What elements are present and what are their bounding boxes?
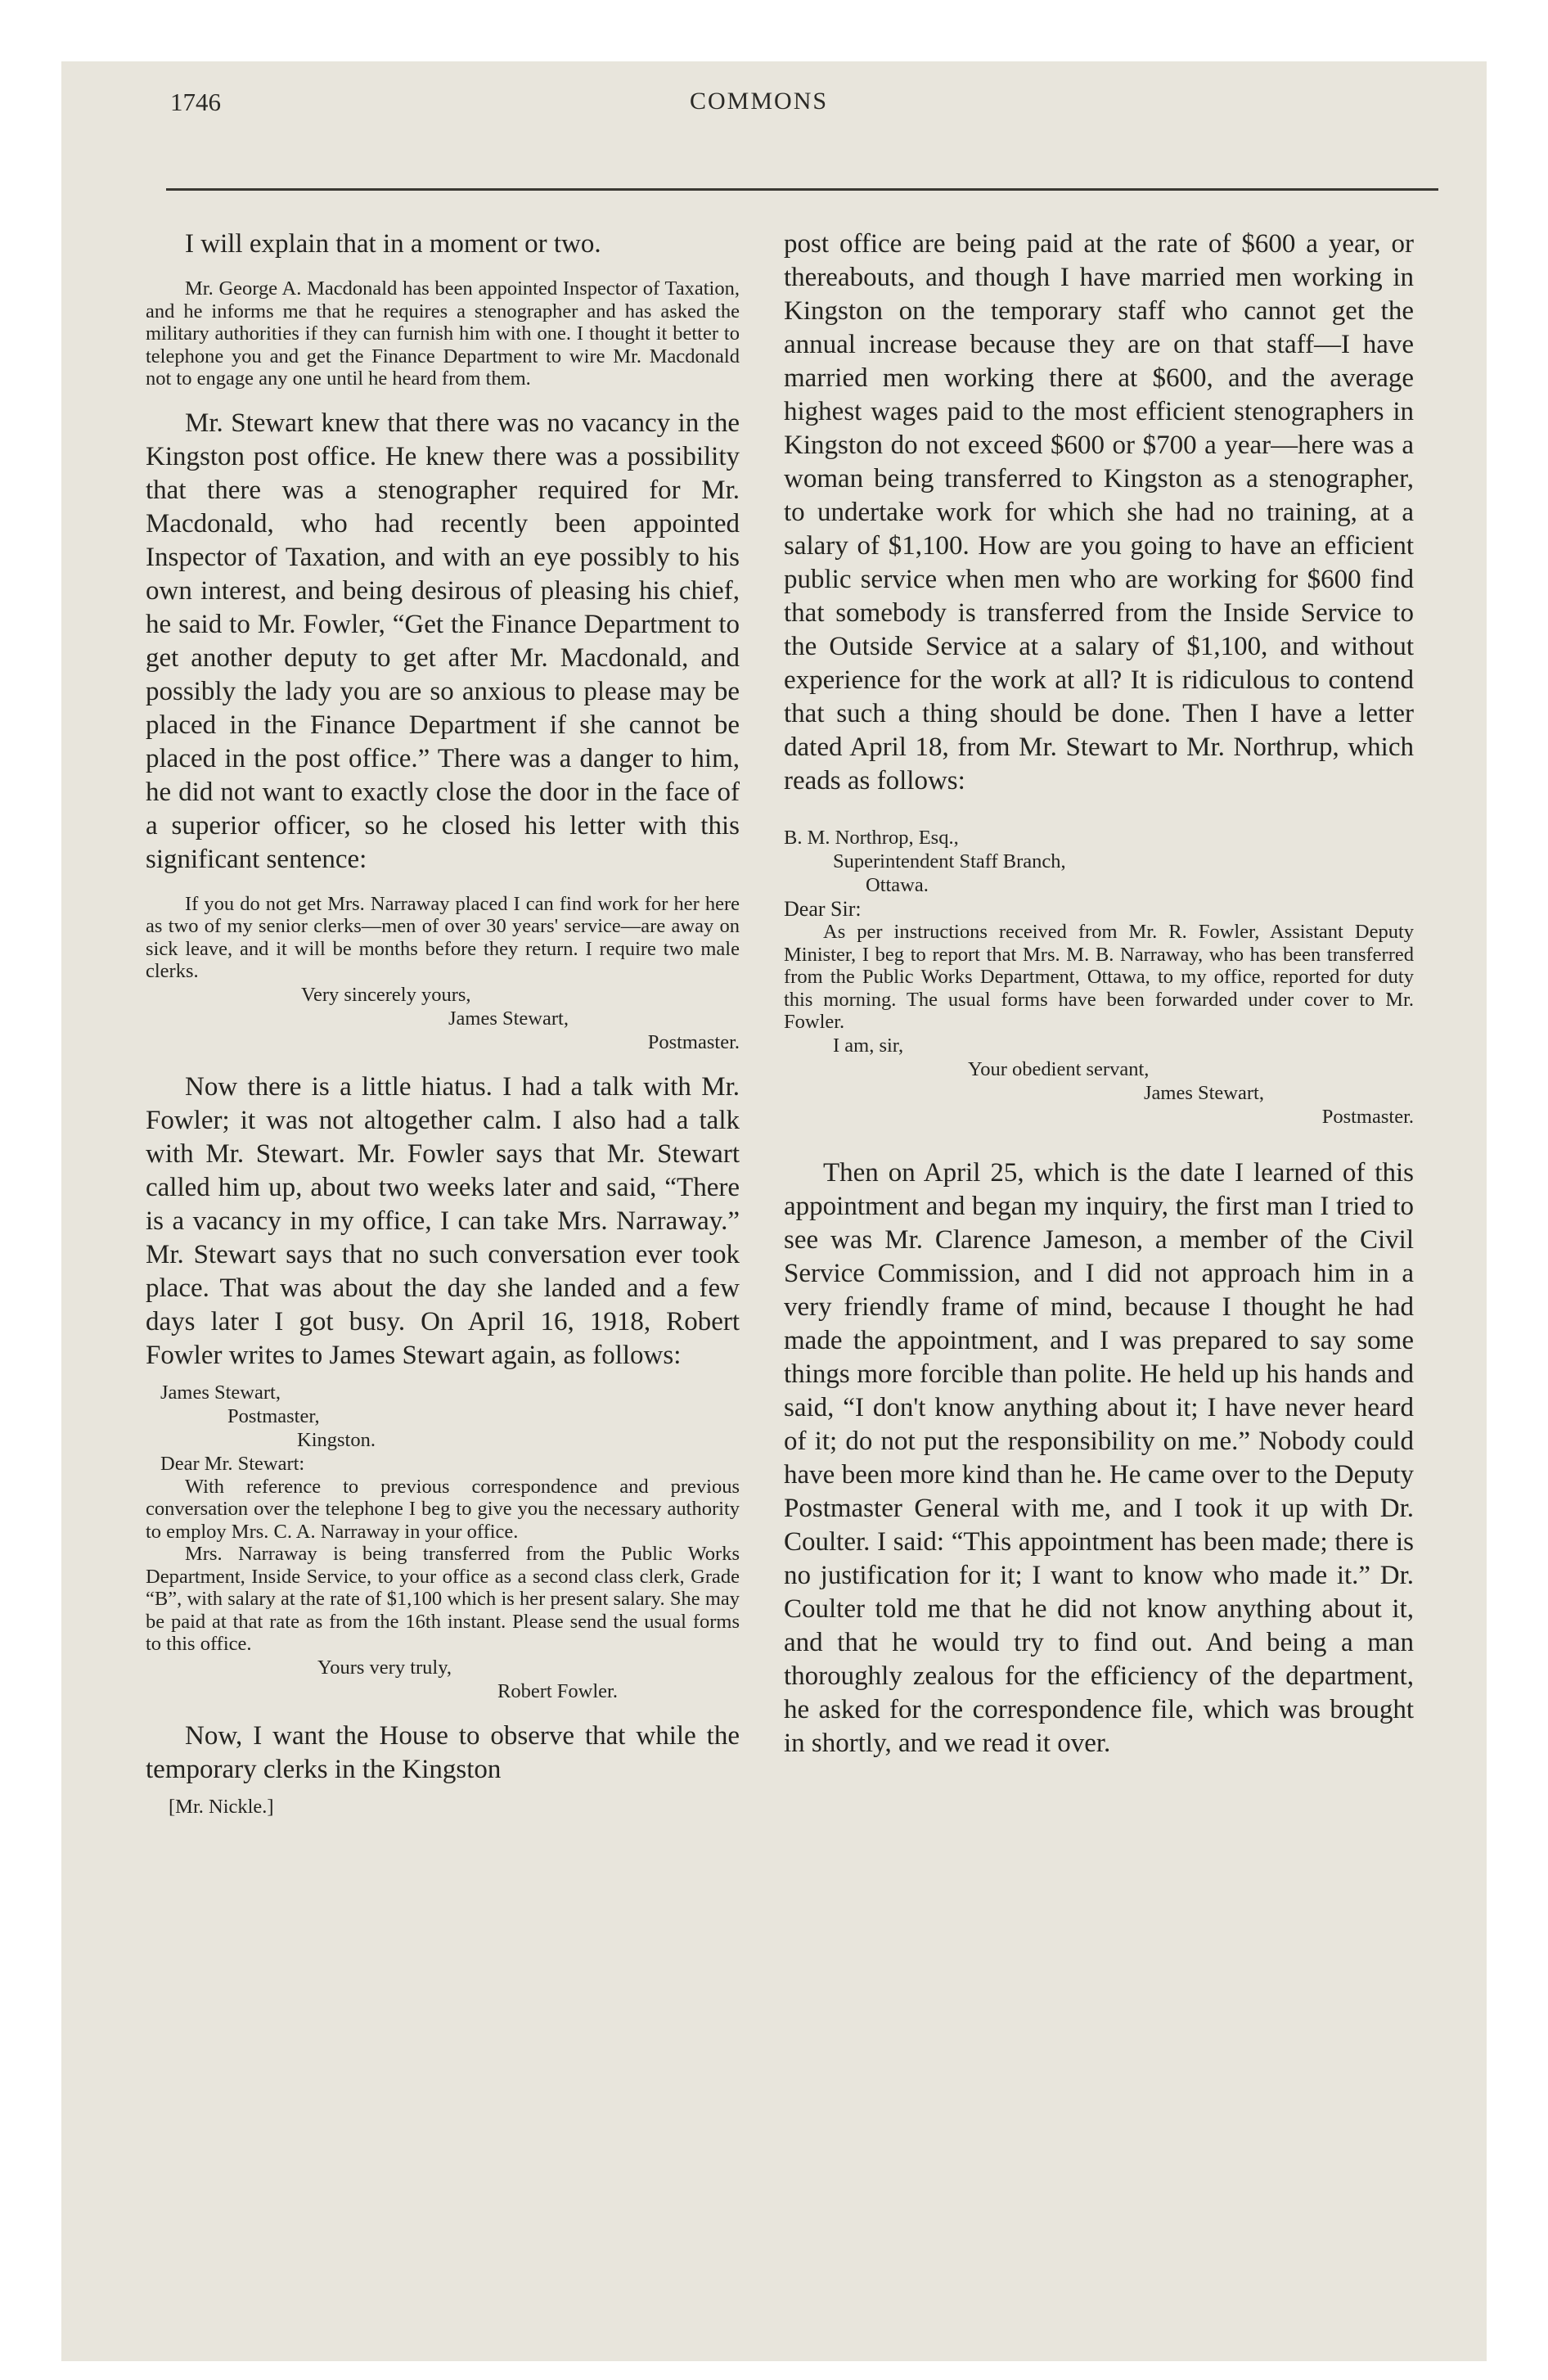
left-column (146, 228, 740, 1819)
letter-signature-title: Postmaster. (1321, 1105, 1414, 1128)
quoted-letter-paragraph: Mr. George A. Macdonald has been appointed Inspector of Taxation, and he informs me that he requires a stenographer and has asked the military authorities if they can furnish him with one. I thought it better to telephone you and get the Finance Department to wire Mr. Macdonald not to engage any one until he heard from them. (146, 277, 740, 390)
letter-closing: Very sincerely yours, (301, 983, 471, 1006)
letter-signature-title: Postmaster. (647, 1030, 740, 1053)
quoted-letter-paragraph: Mrs. Narraway is being transferred from the Public Works Department, Inside Service, to your office as a second class clerk, Grade “B”, with salary at the rate of $1,100 which is her present salary. She may be paid at that rate as from the 16th instant. Please send the usual forms to this office. (146, 1543, 740, 1655)
letter-closing: I am, sir, (833, 1034, 904, 1057)
letter-address: B. M. Northrop, Esq., (784, 827, 959, 849)
right-column (784, 228, 1414, 1760)
quoted-letter-paragraph: If you do not get Mrs. Narraway placed I can find work for her here as two of my senior clerks—men of over 30 years' service—are away on sick leave, and it will be months before they return. I require two male clerks. (146, 892, 740, 982)
paragraph: Mr. Stewart knew that there was no vacancy in the Kingston post office. He knew there was a possibility that there was a stenographer required for Mr. Macdonald, who had recently been appointed Inspector of Taxation, and with an eye possibly to his own interest, and being desirous of pleasing his chief, he said to Mr. Fowler, “Get the Finance Department to get another deputy to get after Mr. Macdonald, and possibly the lady you are so anxious to please may be placed in the Finance Department if she cannot be placed in the post office.” There was a danger to him, he did not want to exactly close the door in the face of a superior officer, so he closed his letter with this significant sentence: (146, 408, 740, 874)
letter-salutation: Dear Sir: (784, 897, 862, 921)
letter-signature: Robert Fowler. (497, 1679, 618, 1702)
letter-address: James Stewart, (160, 1381, 281, 1404)
paragraph: Now, I want the House to observe that while the temporary clerks in the Kingston (146, 1720, 740, 1784)
letter-signature: James Stewart, (448, 1007, 569, 1030)
letter-address: Ottawa. (866, 874, 929, 896)
header-rule (166, 188, 1438, 191)
letter-closing: Yours very truly, (317, 1656, 452, 1679)
letter-salutation: Dear Mr. Stewart: (160, 1452, 305, 1475)
paragraph: I will explain that in a moment or two. (185, 229, 601, 259)
quoted-letter-paragraph: As per instructions received from Mr. R. Fowler, Assistant Deputy Minister, I beg to report that Mrs. M. B. Narraway, who has been transferred from the Public Works Department, Ottawa, to my office, reported for duty this morning. The usual forms have been forwarded under cover to Mr. Fowler. (784, 921, 1414, 1033)
running-head: COMMONS (690, 88, 829, 115)
paragraph: Now there is a little hiatus. I had a talk with Mr. Fowler; it was not altogether calm. I also had a talk with Mr. Stewart. Mr. Fowler says that Mr. Stewart called him up, about two weeks later and said, “There is a vacancy in my office, I can take Mrs. Narraway.” Mr. Stewart says that no such conversation ever took place. That was about the day she landed and a few days later I got busy. On April 16, 1918, Robert Fowler writes to James Stewart again, as follows: (146, 1071, 740, 1370)
letter-address: Kingston. (297, 1428, 376, 1451)
page-number: 1746 (170, 88, 221, 116)
letter-signature: James Stewart, (1144, 1081, 1264, 1104)
letter-address: Superintendent Staff Branch, (833, 850, 1066, 872)
paragraph: Then on April 25, which is the date I learned of this appointment and began my inquiry, the first man I tried to see was Mr. Clarence Jameson, a member of the Civil Service Commission, and I did not approach him in a very friendly frame of mind, because I thought he had made the appointment, and I was prepared to say some things more forcible than polite. He held up his hands and said, “I don't know anything about it; I have never heard of it; do not put the responsibility on me.” Nobody could have been more kind than he. He came over to the Deputy Postmaster General with me, and I took it up with Dr. Coulter. I said: “This appointment has been made; there is no justification for it; I want to know who made it.” Dr. Coulter told me that he did not know anything about it, and that he would try to find out. And being a man thoroughly zealous for the efficiency of the department, he asked for the correspondence file, which was brought in shortly, and we read it over. (784, 1157, 1414, 1758)
letter-closing: Your obedient servant, (968, 1057, 1150, 1080)
quoted-letter-paragraph: With reference to previous correspondence and previous conversation over the telephone I beg to give you the necessary authority to employ Mrs. C. A. Narraway in your office. (146, 1475, 740, 1543)
letter-address: Postmaster, (227, 1404, 320, 1427)
speaker-note: [Mr. Nickle.] (169, 1795, 274, 1818)
paragraph: post office are being paid at the rate of $600 a year, or thereabouts, and though I have married men working in Kingston on the temporary staff who cannot get the annual increase because they are on that staff—I have married men working there at $600, and the average highest wages paid to the most efficient stenographers in Kingston do not exceed $600 or $700 a year—here was a woman being transferred to Kingston as a stenographer, to undertake work for which she had no training, at a salary of $1,100. How are you going to have an efficient public service when men who are working for $600 find that somebody is transferred from the Inside Service to the Outside Service at a salary of $1,100, and without experience for the work at all? It is ridiculous to contend that such a thing should be done. Then I have a letter dated April 18, from Mr. Stewart to Mr. Northrup, which reads as follows: (784, 229, 1414, 796)
